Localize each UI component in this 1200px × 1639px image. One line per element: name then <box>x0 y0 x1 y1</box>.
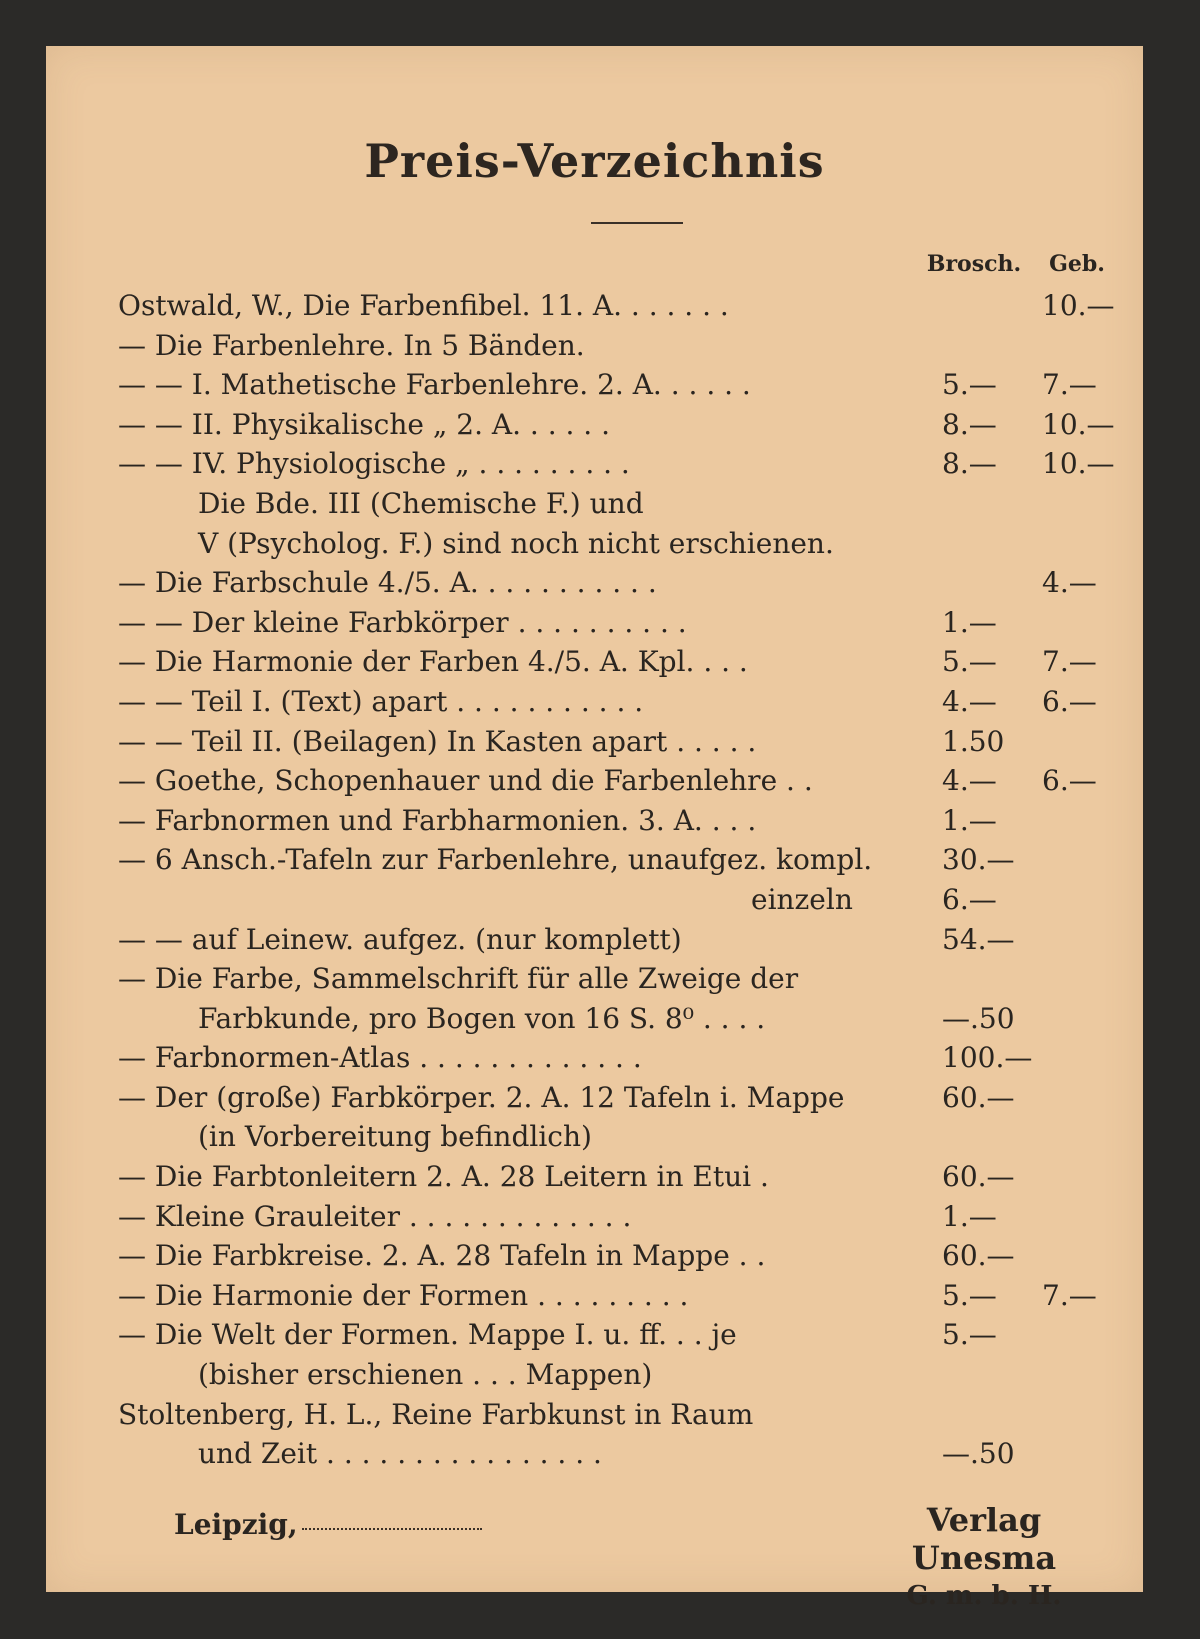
publisher-name: Verlag Unesma <box>911 1501 1057 1577</box>
item-title: (in Vorbereitung befindlich) <box>198 1120 592 1154</box>
price-row <box>46 484 1143 524</box>
price-brosch: —.50 <box>942 1001 1015 1035</box>
price-row <box>46 682 1143 722</box>
price-row <box>46 1117 1143 1157</box>
price-row <box>46 1276 1143 1316</box>
item-title: einzeln <box>751 882 853 916</box>
price-geb: 6.— <box>1042 684 1097 718</box>
item-title: — — I. Mathetische Farbenlehre. 2. A. . . . . . <box>118 368 751 402</box>
item-title: Farbkunde, pro Bogen von 16 S. 8⁰ . . . . <box>198 1001 766 1035</box>
price-brosch: 60.— <box>942 1080 1015 1114</box>
item-title: — Kleine Grauleiter . . . . . . . . . . . . . <box>118 1199 632 1233</box>
item-title: — — Der kleine Farbkörper . . . . . . . . . . <box>118 605 687 639</box>
price-brosch: 5.— <box>942 368 997 402</box>
item-title: — — auf Leinew. aufgez. (nur komplett) <box>118 922 682 956</box>
item-title: — Die Farbschule 4./5. A. . . . . . . . . . . <box>118 566 657 600</box>
price-geb: 7.— <box>1042 645 1097 679</box>
price-brosch: 4.— <box>942 764 997 798</box>
price-brosch: —.50 <box>942 1437 1015 1471</box>
company-form: G. m. b. H. <box>906 1581 1062 1611</box>
price-brosch: 1.50 <box>942 724 1005 758</box>
price-row <box>46 1395 1143 1435</box>
price-row <box>46 1236 1143 1276</box>
item-title: — 6 Ansch.-Tafeln zur Farbenlehre, unaufgez. kompl. <box>118 843 873 877</box>
price-geb: 7.— <box>1042 368 1097 402</box>
item-title: — — Teil I. (Text) apart . . . . . . . . . . . <box>118 684 644 718</box>
column-header-brosch: Brosch. <box>926 251 1022 277</box>
price-brosch: 6.— <box>942 882 997 916</box>
price-row <box>46 880 1143 920</box>
item-title: V (Psycholog. F.) sind noch nicht erschienen. <box>198 526 834 560</box>
item-title: und Zeit . . . . . . . . . . . . . . . . <box>198 1437 602 1471</box>
price-row <box>46 524 1143 564</box>
price-row <box>46 840 1143 880</box>
item-title: — Die Farbkreise. 2. A. 28 Tafeln in Mappe . . <box>118 1239 766 1273</box>
price-row <box>46 1038 1143 1078</box>
price-brosch: 4.— <box>942 684 997 718</box>
price-brosch: 30.— <box>942 843 1015 877</box>
price-row <box>46 999 1143 1039</box>
price-brosch: 5.— <box>942 1318 997 1352</box>
price-row <box>46 920 1143 960</box>
price-list-card <box>46 46 1143 1611</box>
price-geb: 7.— <box>1042 1278 1097 1312</box>
price-geb: 10.— <box>1042 289 1115 322</box>
price-row <box>46 801 1143 841</box>
column-header-geb: Geb. <box>1049 251 1105 277</box>
place-line <box>174 1508 482 1541</box>
price-brosch: 54.— <box>942 922 1015 956</box>
price-row <box>46 1157 1143 1197</box>
price-row <box>46 405 1143 445</box>
price-row <box>46 563 1143 603</box>
price-geb: 10.— <box>1042 407 1115 441</box>
price-row <box>46 1078 1143 1118</box>
price-row <box>46 722 1143 762</box>
item-title: — Der (große) Farbkörper. 2. A. 12 Tafeln i. Mappe <box>118 1080 845 1114</box>
price-row <box>46 365 1143 405</box>
item-title: — — II. Physikalische „ 2. A. . . . . . <box>118 407 611 441</box>
publisher-block <box>854 1501 1114 1611</box>
item-title: — — IV. Physiologische „ . . . . . . . . . <box>118 447 630 481</box>
date-blank <box>302 1528 482 1530</box>
price-brosch: 8.— <box>942 407 997 441</box>
price-brosch: 60.— <box>942 1239 1015 1273</box>
item-title: Stoltenberg, H. L., Reine Farbkunst in Raum <box>118 1397 754 1431</box>
item-title: — Die Welt der Formen. Mappe I. u. ff. . . je <box>118 1318 737 1352</box>
item-title: — Farbnormen-Atlas . . . . . . . . . . . . . <box>118 1041 642 1075</box>
price-brosch: 5.— <box>942 645 997 679</box>
price-row <box>46 1434 1143 1474</box>
price-geb: 10.— <box>1042 447 1115 481</box>
item-title: — Die Harmonie der Farben 4./5. A. Kpl. . . . <box>118 645 748 679</box>
price-row <box>46 603 1143 643</box>
price-brosch: 5.— <box>942 1278 997 1312</box>
item-title: — Goethe, Schopenhauer und die Farbenlehre . . <box>118 764 813 798</box>
price-brosch: 1.— <box>942 605 997 639</box>
price-brosch: 1.— <box>942 803 997 837</box>
item-title: — Die Farbe, Sammelschrift für alle Zweige der <box>118 962 799 996</box>
price-brosch: 1.— <box>942 1199 997 1233</box>
item-title: — Die Farbtonleitern 2. A. 28 Leitern in Etui . <box>118 1160 769 1194</box>
item-title: — Farbnormen und Farbharmonien. 3. A. . . . <box>118 803 757 837</box>
page-title: Preis-Verzeichnis <box>364 134 825 188</box>
item-title: Die Bde. III (Chemische F.) und <box>198 486 644 520</box>
item-title: — — Teil II. (Beilagen) In Kasten apart . . . . . <box>118 724 757 758</box>
price-row <box>46 1197 1143 1237</box>
price-row <box>46 642 1143 682</box>
price-row <box>46 286 1143 326</box>
price-row <box>46 1355 1143 1395</box>
price-row <box>46 761 1143 801</box>
price-list <box>46 286 1143 1474</box>
place-label: Leipzig, <box>174 1508 298 1541</box>
price-row <box>46 1315 1143 1355</box>
price-geb: 6.— <box>1042 764 1097 798</box>
price-brosch: 100.— <box>942 1041 1033 1075</box>
price-brosch: 60.— <box>942 1160 1015 1194</box>
price-geb: 4.— <box>1042 566 1097 600</box>
item-title: — Die Farbenlehre. In 5 Bänden. <box>118 328 585 362</box>
item-title: — Die Harmonie der Formen . . . . . . . . . <box>118 1278 689 1312</box>
price-row <box>46 444 1143 484</box>
price-brosch: 8.— <box>942 447 997 481</box>
price-row <box>46 326 1143 366</box>
price-row <box>46 959 1143 999</box>
item-title: (bisher erschienen . . . Mappen) <box>198 1358 653 1392</box>
title-divider <box>591 222 683 224</box>
item-title: Ostwald, W., Die Farbenfibel. 11. A. . . . . . . <box>118 289 729 322</box>
